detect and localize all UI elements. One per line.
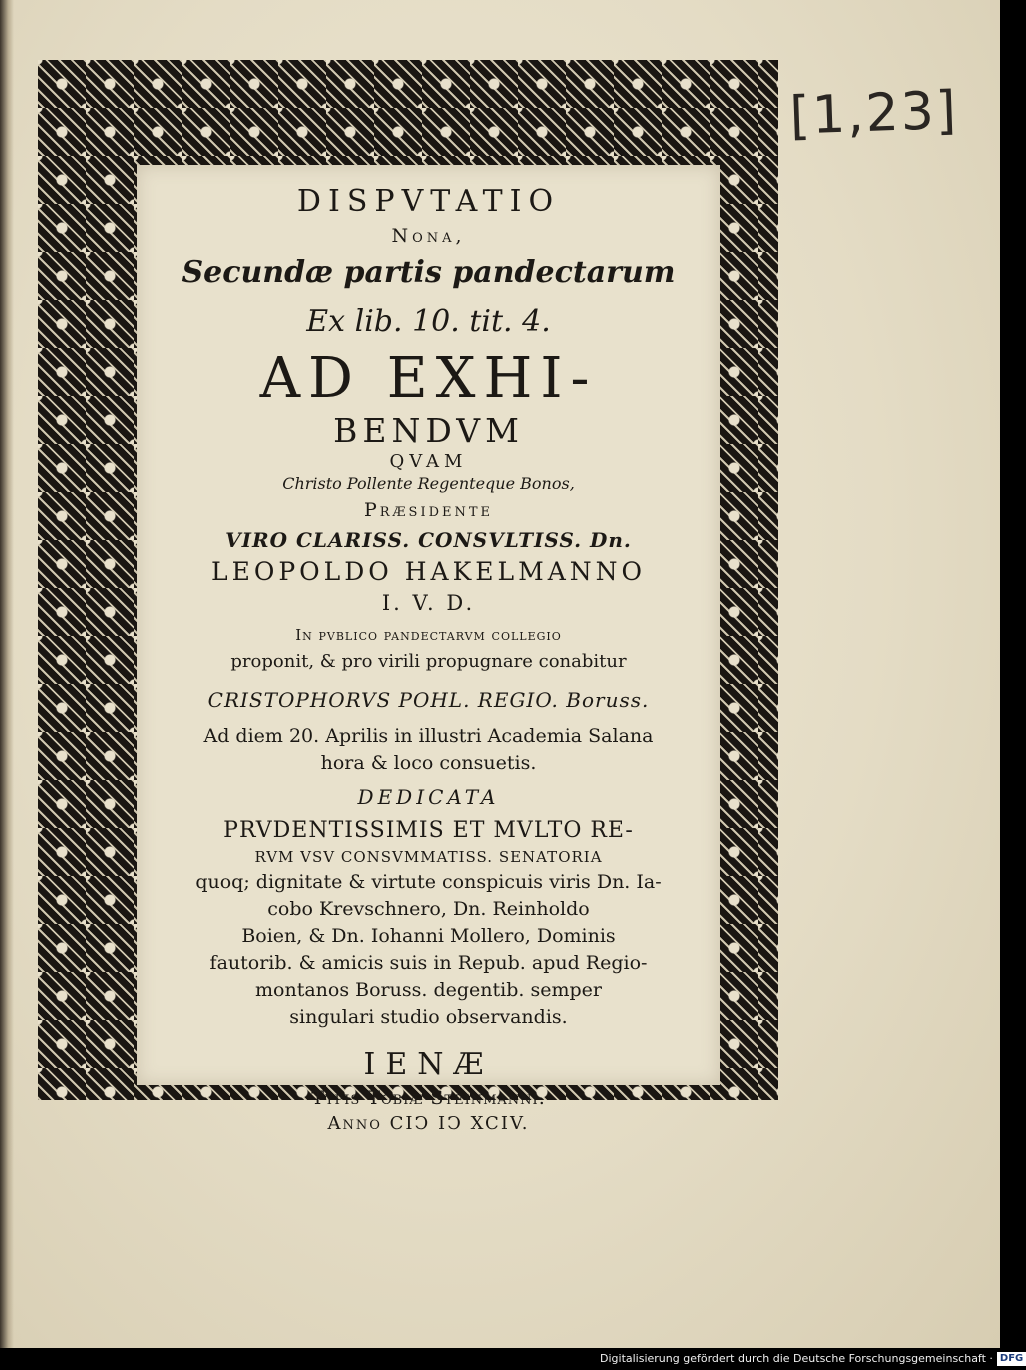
digitization-credit xyxy=(600,1348,1024,1370)
book-title-reference: Ex lib. 10. tit. 4. xyxy=(306,304,551,339)
dedication-line-4: cobo Krevschnero, Dn. Reinholdo xyxy=(267,898,590,920)
imprint-place: IENÆ xyxy=(363,1047,494,1082)
dedication-line-1: PRVDENTISSIMIS ET MVLTO RE- xyxy=(223,818,634,843)
dedication-line-2: RVM VSV CONSVMMATISS. SENATORIA xyxy=(254,848,603,866)
main-title-line-1: AD EXHI- xyxy=(259,346,598,411)
handwritten-shelfmark: [1,23] xyxy=(788,80,960,147)
imprint-year: Anno CIↃ IↃ XCIV. xyxy=(327,1113,530,1134)
dedicata-line: DEDICATA xyxy=(357,785,500,809)
motto-line: Christo Pollente Regenteque Bonos, xyxy=(282,474,575,493)
main-title-line-2: BENDVM xyxy=(333,411,524,450)
nona-line: Nona, xyxy=(391,225,466,247)
dedication-line-6: fautorib. & amicis suis in Repub. apud Regio- xyxy=(209,952,648,974)
collegio-line: In pvblico pandectarvm collegio xyxy=(295,626,562,644)
dedication-line-3: quoq; dignitate & virtute conspicuis viris Dn. Ia- xyxy=(195,871,662,893)
title-text-area xyxy=(137,165,720,1134)
quam-line: QVAM xyxy=(389,451,468,472)
pandectarum-line: Secundæ partis pandectarum xyxy=(181,255,676,290)
credit-text: Digitalisierung gefördert durch die Deutsche Forschungsgemeinschaft · xyxy=(600,1352,993,1365)
dedication-line-8: singulari studio observandis. xyxy=(289,1006,568,1028)
dedication-line-7: montanos Boruss. degentib. semper xyxy=(255,979,602,1001)
viro-clariss-line: VIRO CLARISS. CONSVLTISS. Dn. xyxy=(225,528,632,552)
praesidente-line: Præsidente xyxy=(363,499,494,521)
title-content xyxy=(137,181,720,1137)
date-line: Ad diem 20. Aprilis in illustri Academia Salana xyxy=(203,725,654,747)
dfg-logo: DFG xyxy=(997,1352,1026,1366)
imprint-printer: Typis Tobiæ Steinmanni. xyxy=(311,1087,546,1109)
respondent-name: CRISTOPHORVS POHL. REGIO. Boruss. xyxy=(207,688,650,712)
hora-line: hora & loco consuetis. xyxy=(320,752,537,774)
praeses-name: LEOPOLDO HAKELMANNO xyxy=(210,557,647,586)
dedication-line-5: Boien, & Dn. Iohanni Mollero, Dominis xyxy=(241,925,616,947)
ornamental-border xyxy=(38,60,778,1134)
praeses-degree: I. V. D. xyxy=(381,591,476,615)
disputatio-heading: DISPVTATIO xyxy=(296,184,561,219)
proponit-line: proponit, & pro virili propugnare conabitur xyxy=(230,651,627,672)
